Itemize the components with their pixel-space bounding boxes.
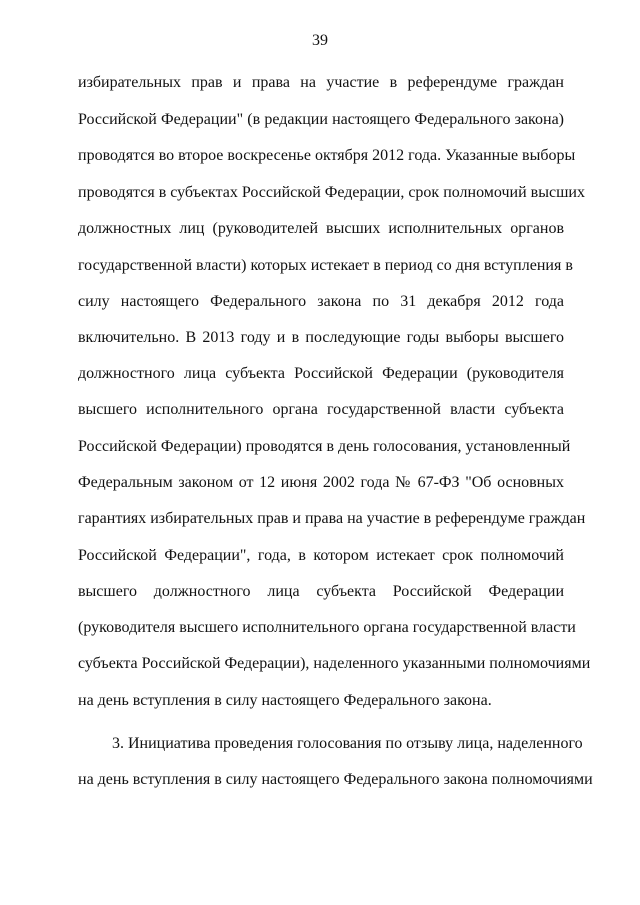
text-line: проводятся в субъектах Российской Федерации, срок полномочий высших — [78, 184, 585, 201]
text-line: на день вступления в силу настоящего Федерального закона. — [78, 692, 492, 709]
text-line: Российской Федерации) проводятся в день голосования, установленный — [78, 438, 571, 455]
page-number: 39 — [312, 32, 328, 49]
text-line: Российской Федерации" (в редакции настоящего Федерального закона) — [78, 111, 564, 128]
text-line: проводятся во второе воскресенье октября 2012 года. Указанные выборы — [78, 147, 576, 164]
text-line: высшего должностного лица субъекта Российской Федерации — [78, 583, 564, 600]
text-line: должностных лиц (руководителей высших исполнительных органов — [78, 220, 564, 237]
text-line: Российской Федерации", года, в котором истекает срок полномочий — [78, 547, 564, 564]
paragraph-3-first-line: 3. Инициатива проведения голосования по отзыву лица, наделенного — [112, 735, 583, 752]
text-line: гарантиях избирательных прав и права на участие в референдуме граждан — [78, 510, 586, 527]
text-line: силу настоящего Федерального закона по 31 декабря 2012 года — [78, 293, 564, 310]
text-line: субъекта Российской Федерации), наделенного указанными полномочиями — [78, 655, 591, 672]
text-line: государственной власти) которых истекает в период со дня вступления в — [78, 257, 573, 274]
text-line: избирательных прав и права на участие в референдуме граждан — [78, 74, 564, 91]
text-line: Федеральным законом от 12 июня 2002 года № 67-ФЗ "Об основных — [78, 474, 564, 491]
text-line: высшего исполнительного органа государственной власти субъекта — [78, 401, 564, 418]
text-line: должностного лица субъекта Российской Федерации (руководителя — [78, 365, 564, 382]
text-line: включительно. В 2013 году и в последующие годы выборы высшего — [78, 329, 564, 346]
text-line: (руководителя высшего исполнительного органа государственной власти — [78, 619, 576, 636]
text-line: на день вступления в силу настоящего Федерального закона полномочиями — [78, 771, 593, 788]
